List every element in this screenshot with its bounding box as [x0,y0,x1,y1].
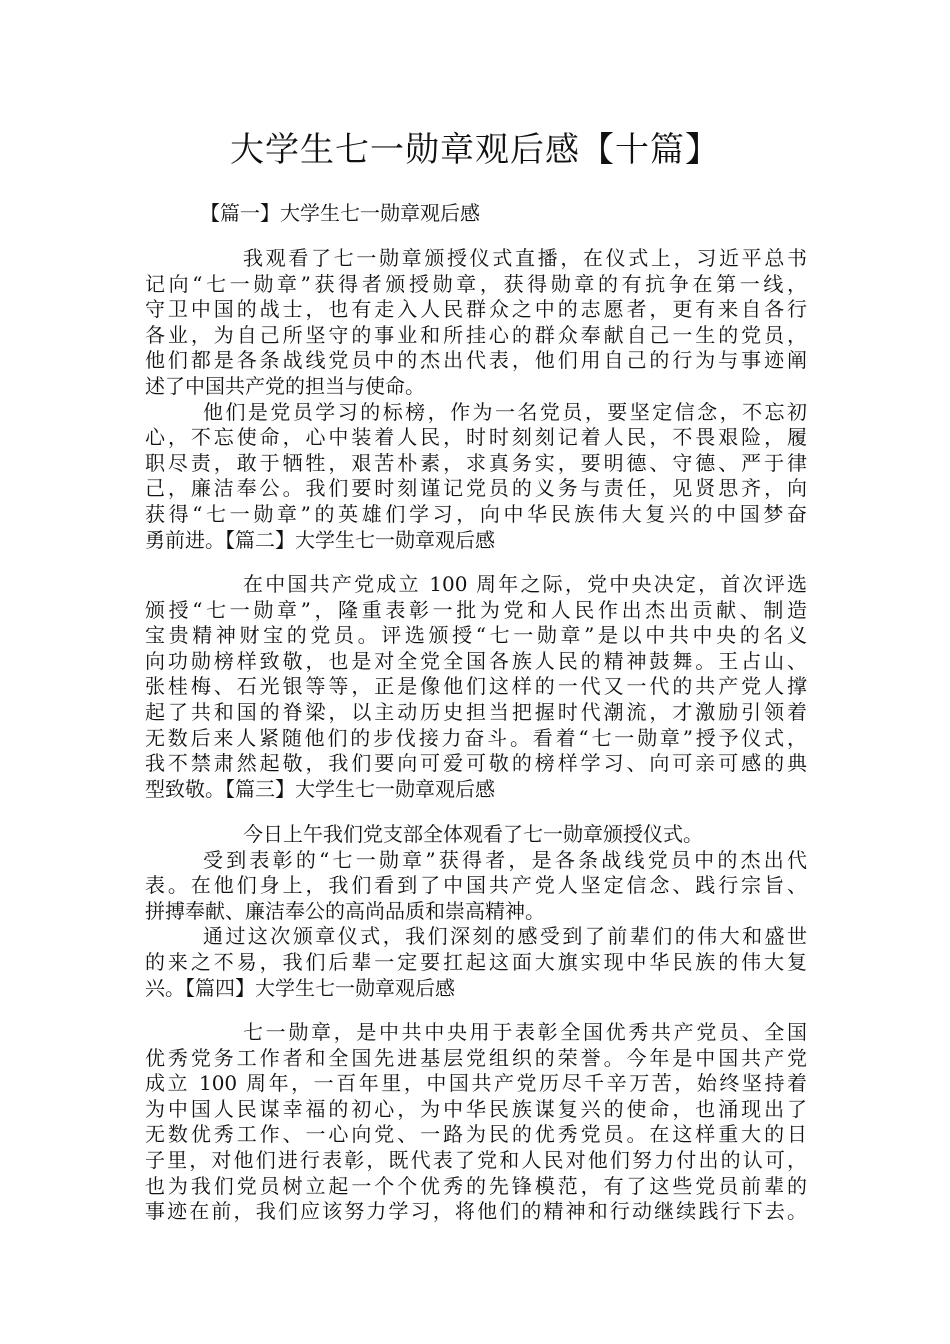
text-line: 宝贵精神财宝的党员。评选颁授“七一勋章”是以中共中央的名义 [145,623,807,648]
text-line: 他们是党员学习的标榜，作为一名党员，要坚定信念，不忘初 [203,399,807,424]
text-line: 无数优秀工作、一心向党、一路为民的优秀党员。在这样重大的日 [145,1122,807,1147]
text-line: 述了中国共产党的担当与使命。 [145,373,425,398]
text-line: 受到表彰的“七一勋章”获得者，是各条战线党员中的杰出代 [203,847,807,872]
text-line: 优秀党务工作者和全国先进基层党组织的荣誉。今年是中国共产党 [145,1045,807,1070]
text-line: 获得“七一勋章”的英雄们学习，向中华民族伟大复兴的中国梦奋 [145,501,807,526]
text-line: 子里，对他们进行表彰，既代表了党和人民对他们努力付出的认可， [145,1147,807,1172]
text-line: 守卫中国的战士，也有走入人民群众之中的志愿者，更有来自各行 [145,297,807,322]
text-line: 事迹在前，我们应该努力学习，将他们的精神和行动继续践行下去。 [145,1199,807,1224]
text-line: 型致敬。【篇三】大学生七一勋章观后感 [145,776,495,801]
text-line: 己，廉洁奉公。我们要时刻谨记党员的义务与责任，见贤思齐，向 [145,476,807,501]
text-line: 勇前进。【篇二】大学生七一勋章观后感 [145,527,495,552]
text-line: 兴。【篇四】大学生七一勋章观后感 [145,975,455,1000]
text-line: 颁授“七一勋章”，隆重表彰一批为党和人民作出杰出贡献、制造 [145,597,807,622]
text-line: 我观看了七一勋章颁授仪式直播，在仪式上，习近平总书 [243,246,807,270]
text-line: 起了共和国的脊梁，以主动历史担当把握时代潮流，才激励引领着 [145,699,807,724]
text-line: 记向“七一勋章”获得者颁授勋章，获得勋章的有抗争在第一线， [145,271,807,296]
text-line: 拼搏奉献、廉洁奉公的高尚品质和崇高精神。 [145,898,545,923]
text-line: 职尽责，敢于牺牲，艰苦朴素，求真务实，要明德、守德、严于律 [145,450,807,475]
paragraph-block [145,822,807,1001]
text-line: 今日上午我们党支部全体观看了七一勋章颁授仪式。 [243,822,703,846]
paragraph-block [145,1020,807,1225]
text-line: 成立 100 周年，一百年里，中国共产党历尽千辛万苦，始终坚持着 [145,1071,807,1096]
text-line: 表。在他们身上，我们看到了中国共产党人坚定信念、践行宗旨、 [145,873,807,898]
text-line: 向功勋榜样致敬，也是对全党全国各族人民的精神鼓舞。王占山、 [145,648,807,673]
text-line: 我不禁肃然起敬，我们要向可爱可敬的榜样学习、向可亲可感的典 [145,751,807,776]
text-line: 无数后来人紧随他们的步伐接力奋斗。看着“七一勋章”授予仪式， [145,725,807,750]
paragraph-block [145,572,807,802]
text-line: 心，不忘使命，心中装着人民，时时刻刻记着人民，不畏艰险，履 [145,425,807,450]
paragraph-block [145,246,807,553]
section-heading: 【篇一】大学生七一勋章观后感 [200,201,480,225]
text-line: 通过这次颁章仪式，我们深刻的感受到了前辈们的伟大和盛世 [203,924,807,949]
text-line: 也为我们党员树立起一个个优秀的先锋模范，有了这些党员前辈的 [145,1173,807,1198]
document-title: 大学生七一勋章观后感【十篇】 [230,130,720,170]
text-line: 张桂梅、石光银等等，正是像他们这样的一代又一代的共产党人撑 [145,674,807,699]
text-line: 在中国共产党成立 100 周年之际，党中央决定，首次评选 [243,572,807,596]
text-line: 各业，为自己所坚守的事业和所挂心的群众奉献自己一生的党员， [145,322,807,347]
text-line: 他们都是各条战线党员中的杰出代表，他们用自己的行为与事迹阐 [145,348,807,373]
text-line: 为中国人民谋幸福的初心，为中华民族谋复兴的使命，也涌现出了 [145,1096,807,1121]
text-line: 的来之不易，我们后辈一定要扛起这面大旗实现中华民族的伟大复 [145,949,807,974]
text-line: 七一勋章，是中共中央用于表彰全国优秀共产党员、全国 [243,1020,807,1044]
